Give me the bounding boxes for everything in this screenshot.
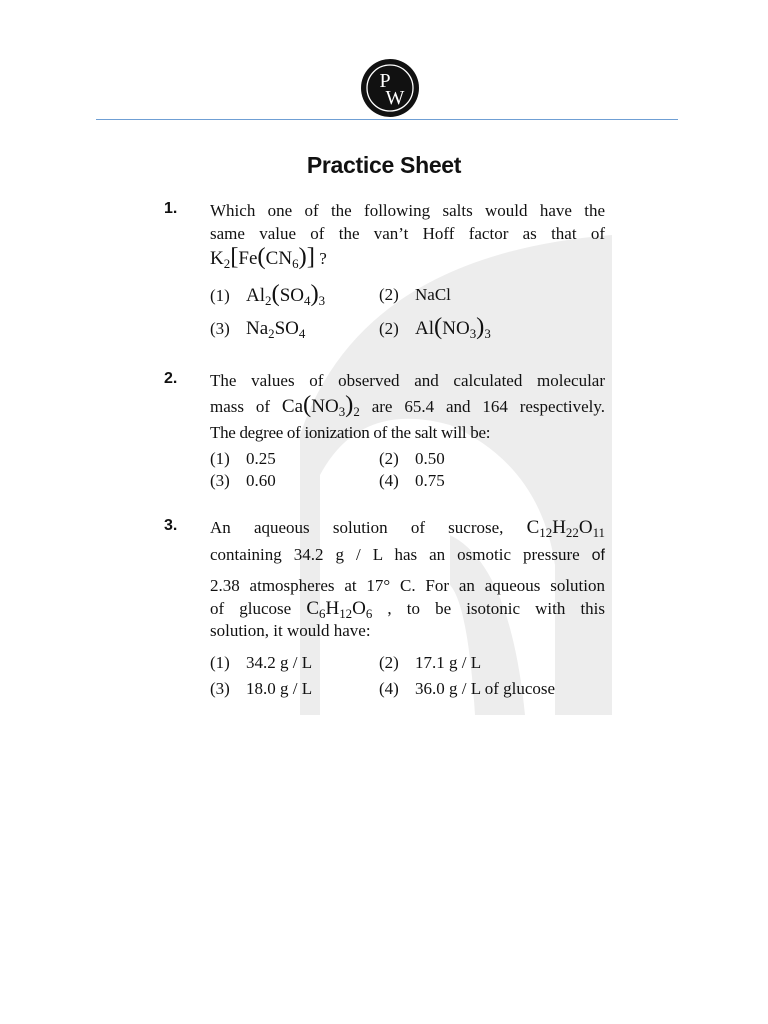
option-4: (4) 0.75 bbox=[379, 471, 445, 490]
option-3: (3) $Na_2SO_4$ bbox=[210, 318, 306, 341]
stem-line-3: 2.38 atmospheres at 17° C. For an aqueous solution bbox=[210, 576, 606, 595]
option-1: (1) 34.2 g / L bbox=[210, 653, 313, 672]
option-1: (1) $Al_2(SO_4)_3$ bbox=[210, 280, 326, 308]
option-4: (2) $Al(NO_3)_3$ bbox=[379, 313, 491, 341]
option-4: (4) 36.0 g / L of glucose bbox=[379, 679, 556, 698]
option-1: (1) 0.25 bbox=[210, 449, 276, 468]
question-stem: The values of observed and calculated molecular mass of $Ca(NO_3)_2$ are 65.4 and 164 respectively. The degree of ionization of the salt will be: bbox=[210, 371, 606, 442]
question-stem: Which one of the following salts would have the same value of the van’t Hoff factor as that of $K_2[Fe(CN_6)]$ ? bbox=[210, 201, 605, 271]
stem-line-2: containing 34.2 g / L has an osmotic pressure of bbox=[210, 544, 605, 564]
question-number: 3. bbox=[164, 517, 178, 534]
stem-formula-line: mass of $Ca(NO_3)_2$ are 65.4 and 164 respectively. bbox=[210, 390, 606, 419]
pw-watermark bbox=[300, 235, 612, 715]
option-2: (2) NaCl bbox=[379, 285, 451, 304]
svg-text:W: W bbox=[385, 87, 405, 109]
question-number: 1. bbox=[164, 200, 178, 217]
header-divider bbox=[96, 119, 678, 120]
stem-line-4: of glucose $C_6H_{12}O_6$ , to be isotonic with this bbox=[210, 597, 606, 621]
option-2: (2) 0.50 bbox=[379, 449, 445, 468]
svg-text:P: P bbox=[379, 70, 391, 92]
question-number: 2. bbox=[164, 370, 178, 387]
stem-formula: $K_2[Fe(CN_6)]$ ? bbox=[210, 243, 327, 271]
option-2: (2) 17.1 g / L bbox=[379, 653, 482, 672]
question-stem: An aqueous solution of sucrose, $C_{12}H_{22}O_{11}$ containing 34.2 g / L has an osmotic pressure of 2.38 atmospheres at 17° C. For an aqueous solution of glucose $C_6H_{12}O_6$ , to be isotonic with this solution, it would have: bbox=[210, 517, 606, 640]
stem-line-1: An aqueous solution of sucrose, $C_{12}H_{22}O_{11}$ bbox=[210, 517, 605, 540]
option-3: (3) 0.60 bbox=[210, 471, 276, 490]
page-title: Practice Sheet bbox=[306, 152, 462, 178]
option-3: (3) 18.0 g / L bbox=[210, 679, 313, 698]
pw-logo bbox=[360, 58, 420, 118]
